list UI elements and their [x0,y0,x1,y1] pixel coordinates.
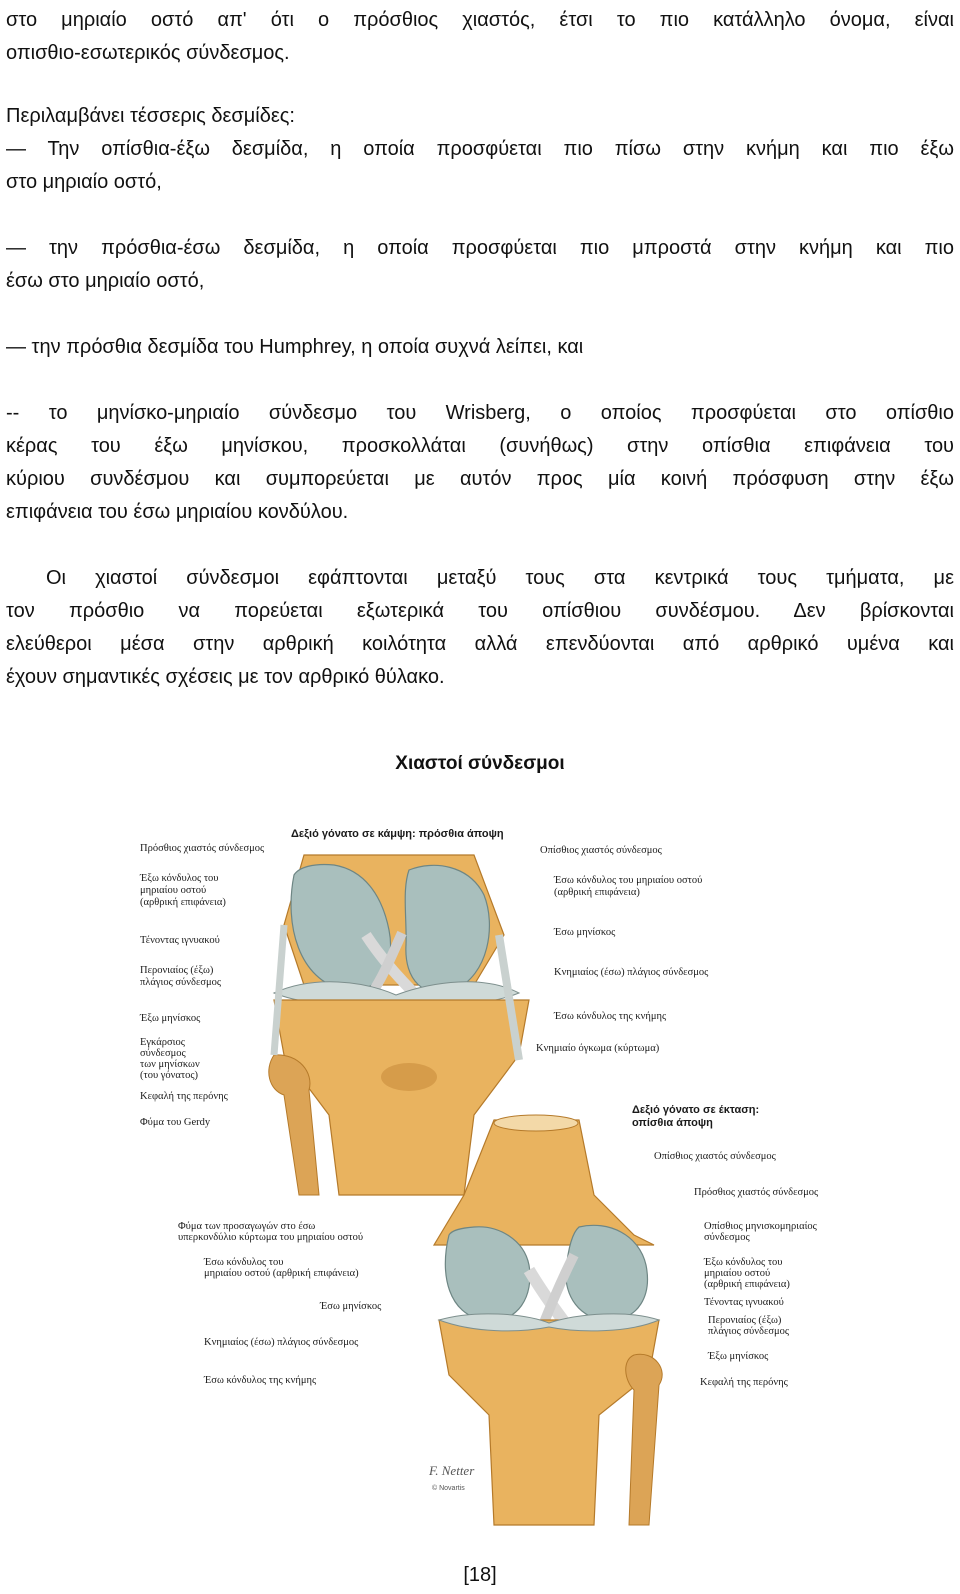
paragraph-line: — την πρόσθια δεσμίδα του Humphrey, η οποία συχνά λείπει, και [6,336,584,358]
label-meniscofemoral-1: Οπίσθιος μηνισκομηριαίος [704,1221,817,1232]
knee-anatomy-illustration [134,815,862,1548]
top-view-title: Δεξιό γόνατο σε κάμψη: πρόσθια άποψη [291,828,504,840]
paragraph-line: κύριου συνδέσμου και συμπορεύεται με αυτόν προς μία κοινή πρόσφυση στην έξω [6,468,954,490]
paragraph-line: επιφάνεια του έσω μηριαίου κονδύλου. [6,501,349,523]
paragraph-line: στο μηριαίο οστό απ' ότι ο πρόσθιος χιαστός, έτσι το πιο κατάλληλο όνομα, είναι [6,9,954,31]
bottom-view-title-line2: οπίσθια άποψη [632,1117,713,1129]
paragraph-line: -- το μηνίσκο-μηριαίο σύνδεσμο του Wrisberg, ο οποίος προσφύεται στο οπίσθιο [6,402,954,424]
label-fibular-collateral-post-1: Περονιαίος (έξω) [708,1315,782,1326]
label-medial-tibial-condyle-post: Έσω κόνδυλος της κνήμης [204,1375,317,1386]
label-anterior-cruciate: Πρόσθιος χιαστός σύνδεσμος [140,843,265,854]
label-medial-tibial-condyle: Έσω κόνδυλος της κνήμης [554,1011,667,1022]
paragraph-line: κέρας του έξω μηνίσκου, προσκολλάται (συνήθως) στην οπίσθια επιφάνεια του [6,435,954,457]
paragraph-line: ελεύθεροι μέσα στην αρθρική κοιλότητα αλλά επενδύονται από αρθρικό υμένα και [6,633,954,655]
label-popliteus-tendon-post: Τένοντας ιγνυακού [704,1297,784,1308]
paragraph-line: τον πρόσθιο να πορεύεται εξωτερικά του οπίσθιου συνδέσμου. Δεν βρίσκονται [6,600,954,622]
femur-cut-surface [494,1115,578,1131]
copyright-credit: © Novartis [432,1485,465,1492]
paragraph-line: οπισθιο-εσωτερικός σύνδεσμος. [6,42,290,64]
label-lateral-condyle-3: (αρθρική επιφάνεια) [140,897,226,908]
paragraph-line: Περιλαμβάνει τέσσερις δεσμίδες: [6,105,295,127]
label-adductor-tubercle-2: υπερκονδύλιο κύρτωμα του μηριαίου οστού [178,1232,364,1243]
page-number: [18] [463,1564,497,1586]
label-lateral-condyle-post-2: μηριαίου οστού [704,1268,771,1279]
label-lateral-condyle-post-1: Έξω κόνδυλος του [704,1257,783,1268]
label-gerdy-tubercle: Φύμα του Gerdy [140,1117,211,1128]
label-lateral-meniscus: Έξω μηνίσκος [140,1013,201,1024]
paragraph-line: — Την οπίσθια-έξω δεσμίδα, η οποία προσφύεται πιο πίσω στην κνήμη και πιο έξω [6,138,954,160]
label-posterior-cruciate: Οπίσθιος χιαστός σύνδεσμος [540,845,662,856]
figure-caption: Χιαστοί σύνδεσμοι [395,753,565,774]
label-adductor-tubercle-1: Φύμα των προσαγωγών στο έσω [178,1221,316,1232]
paragraph-line: — την πρόσθια-έσω δεσμίδα, η οποία προσφύεται πιο μπροστά στην κνήμη και πιο [6,237,954,259]
paragraph-line: Οι χιαστοί σύνδεσμοι εφάπτονται μεταξύ τους στα κεντρικά τους τμήματα, με [46,567,954,589]
label-tibial-collateral: Κνημιαίος (έσω) πλάγιος σύνδεσμος [554,967,709,978]
label-fibular-collateral-1: Περονιαίος (έξω) [140,965,214,976]
label-posterior-cruciate-post: Οπίσθιος χιαστός σύνδεσμος [654,1151,776,1162]
label-medial-meniscus-post: Έσω μηνίσκος [320,1301,382,1312]
label-transverse-ligament-3: των μηνίσκων [140,1059,200,1070]
label-medial-condyle-1: Έσω κόνδυλος του μηριαίου οστού [554,875,703,886]
label-anterior-cruciate-post: Πρόσθιος χιαστός σύνδεσμος [694,1187,819,1198]
label-fibular-collateral-post-2: πλάγιος σύνδεσμος [708,1326,790,1337]
paragraph-line: στο μηριαίο οστό, [6,171,162,193]
bottom-view-title-line1: Δεξιό γόνατο σε έκταση: [632,1104,760,1116]
label-medial-condyle-post-1: Έσω κόνδυλος του [204,1257,284,1268]
label-transverse-ligament-1: Εγκάρσιος [140,1037,185,1048]
label-fibula-head: Κεφαλή της περόνης [140,1091,228,1102]
paragraph-line: έχουν σημαντικές σχέσεις με τον αρθρικό θύλακο. [6,666,445,688]
knee-anatomy-figure [134,815,862,1548]
label-meniscofemoral-2: σύνδεσμος [704,1232,750,1243]
label-popliteus-tendon: Τένοντας ιγνυακού [140,935,220,946]
label-transverse-ligament-4: (του γόνατος) [140,1070,199,1081]
label-transverse-ligament-2: σύνδεσμος [140,1048,186,1059]
label-fibula-head-post: Κεφαλή της περόνης [700,1377,788,1388]
label-lateral-condyle-2: μηριαίου οστού [140,885,207,896]
label-medial-condyle-2: (αρθρική επιφάνεια) [554,887,640,898]
artist-signature: F. Netter [429,1463,475,1478]
label-tibial-tuberosity: Κνημιαίο όγκωμα (κύρτωμα) [536,1043,660,1054]
label-tibial-collateral-post: Κνημιαίος (έσω) πλάγιος σύνδεσμος [204,1337,359,1348]
tibial-tuberosity [381,1063,437,1091]
paragraph-line: έσω στο μηριαίο οστό, [6,270,205,292]
label-lateral-meniscus-post: Έξω μηνίσκος [708,1351,769,1362]
label-lateral-condyle-post-3: (αρθρική επιφάνεια) [704,1279,790,1290]
label-lateral-condyle-1: Έξω κόνδυλος του [140,873,219,884]
label-medial-meniscus: Έσω μηνίσκος [554,927,616,938]
label-medial-condyle-post-2: μηριαίου οστού (αρθρική επιφάνεια) [204,1268,359,1279]
label-fibular-collateral-2: πλάγιος σύνδεσμος [140,977,222,988]
